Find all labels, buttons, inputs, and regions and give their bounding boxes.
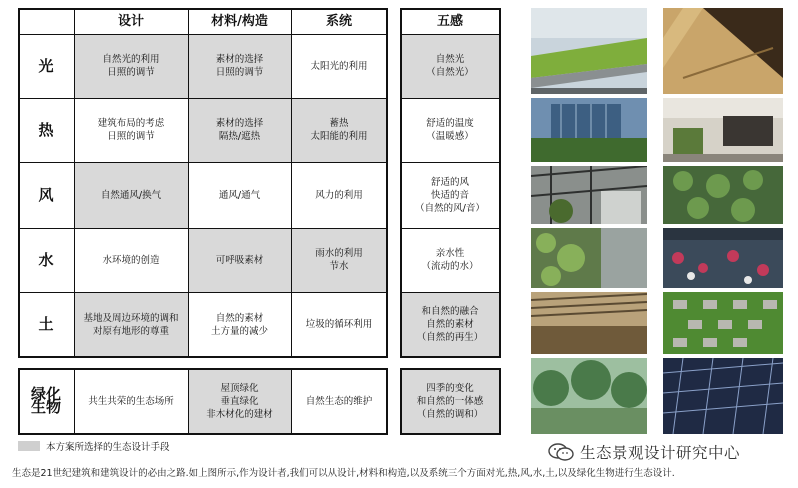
photo-interior-planters — [663, 98, 783, 162]
column-header: 材料/构造 — [211, 13, 268, 29]
senses-cell: 和自然的融合 自然的素材 （自然的再生） — [400, 292, 500, 357]
caption-text: 生态是21世纪建筑和建筑设计的必由之路.如上图所示,作为设计者,我们可以从设计,材料和构造,以及系统三个方面对光,热,风,水,土,以及绿化生物进行生态设计. — [12, 468, 675, 479]
column-header: 系统 — [325, 13, 352, 29]
table-cell: 可呼吸素材 — [188, 228, 291, 292]
photo-vertical-garden — [531, 228, 647, 288]
photo-louvers — [531, 292, 647, 354]
table-cell: 建筑布局的考虑 日照的调节 — [97, 118, 165, 142]
table-cell: 自然的素材 土方量的减少 — [210, 312, 268, 337]
column-header: 设计 — [117, 13, 144, 29]
table-cell: 通风/通气 — [218, 189, 261, 201]
table-cell: 自然光的利用 日照的调节 — [74, 34, 188, 98]
senses-cell: 舒适的温度 （温暖感） — [426, 118, 474, 142]
photo-solar-panels — [663, 358, 783, 434]
senses-cell: 舒适的风 快适的音 （自然的风/音） — [415, 176, 485, 214]
table-cell: 蓄热 太阳能的利用 — [291, 98, 387, 162]
table-cell: 太阳光的利用 — [310, 60, 368, 72]
table-cell: 自然通风/换气 — [74, 162, 188, 228]
row-label: 绿化 生物 — [30, 385, 61, 416]
table-cell: 基地及周边环境的调和 对原有地形的尊重 — [74, 292, 188, 357]
table-cell: 自然生态的维护 — [305, 395, 373, 407]
brand-text: 生态景观设计研究中心 — [580, 444, 741, 462]
brand-watermark — [548, 441, 740, 463]
legend-swatch — [18, 441, 40, 451]
wechat-icon — [548, 442, 574, 462]
table-cell: 素材的选择 日照的调节 — [188, 34, 291, 98]
green-row-border — [18, 368, 388, 435]
table-cell: 素材的选择 隔热/遮热 — [188, 98, 291, 162]
photo-flower-wall — [663, 228, 783, 288]
senses-cell: 亲水性 （流动的水） — [421, 248, 479, 272]
senses-cell: 自然光 （自然光） — [400, 34, 500, 98]
table-cell: 共生共荣的生态场所 — [88, 395, 174, 407]
table-cell: 垃圾的循环利用 — [305, 319, 373, 330]
row-label: 风 — [38, 185, 54, 204]
table-cell: 屋顶绿化 垂直绿化 非木材化的建材 — [188, 368, 291, 434]
photo-green-roof — [531, 8, 647, 94]
senses-green-border — [400, 368, 501, 435]
photo-glass-building — [531, 98, 647, 162]
row-label: 热 — [38, 120, 54, 139]
row-label: 光 — [38, 56, 54, 75]
photo-grass-pavers — [663, 292, 783, 354]
row-label: 土 — [38, 315, 54, 333]
photo-green-wall — [663, 166, 783, 224]
photo-atrium — [531, 166, 647, 224]
table-cell: 雨水的利用 节水 — [291, 228, 387, 292]
table-border — [18, 8, 388, 358]
photo-straw-material — [663, 8, 783, 94]
senses-border — [400, 8, 501, 358]
photo-forest — [531, 358, 647, 434]
senses-cell: 四季的变化 和自然的一体感 （自然的调和） — [400, 368, 500, 434]
senses-header: 五感 — [436, 13, 463, 29]
table-cell: 水环境的创造 — [102, 254, 160, 266]
legend-text: 本方案所选择的生态设计手段 — [46, 442, 170, 453]
row-label: 水 — [38, 250, 54, 269]
table-cell: 风力的利用 — [315, 189, 363, 201]
